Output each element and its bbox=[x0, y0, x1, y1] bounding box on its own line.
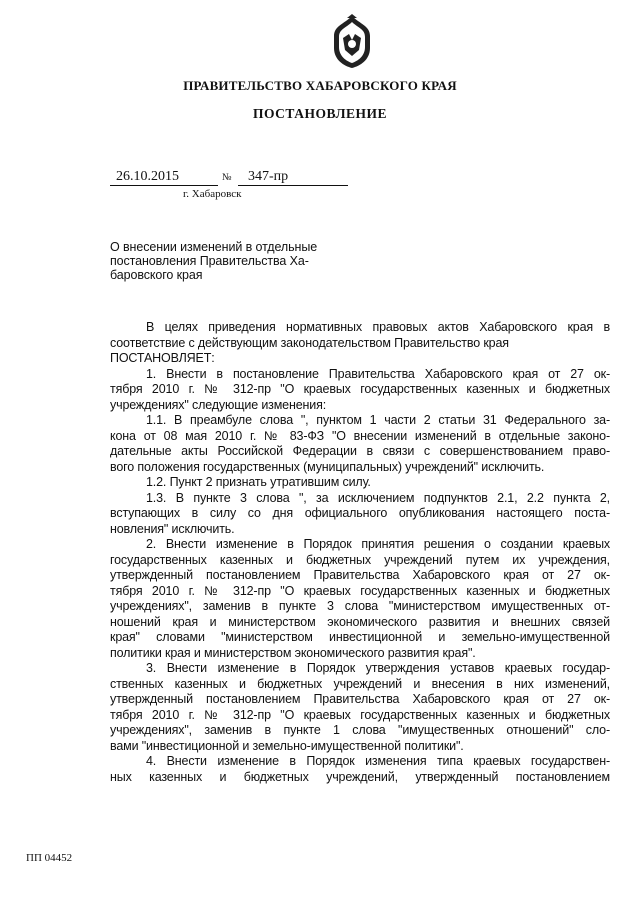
body-line: вого положения государственных (муниципальных) учреждений" исключить. bbox=[110, 459, 545, 474]
body-line: политики края и министерством экономического развития края". bbox=[110, 645, 476, 660]
body-line: 3. Внести изменение в Порядок утверждения уставов краевых государ- bbox=[146, 661, 610, 675]
body-line: учреждениях", заменив в пункте 1 слова "имущественных отношений" сло- bbox=[110, 723, 610, 737]
body-line: края" словами "министерством инвестиционной и земельно-имущественной bbox=[110, 630, 610, 644]
document-code: ПП 04452 bbox=[26, 852, 73, 864]
subject-line: О внесении изменений в отдельные bbox=[110, 240, 318, 254]
document-type: ПОСТАНОВЛЕНИЕ bbox=[252, 106, 388, 121]
body-line: 1. Внести в постановление Правительства Хабаровского края от 27 ок- bbox=[146, 366, 610, 381]
city: г. Хабаровск bbox=[183, 188, 242, 200]
body-line: 2. Внести изменение в Порядок принятия решения о создании краевых bbox=[146, 537, 610, 551]
subject-line: постановления Правительства Ха- bbox=[110, 254, 309, 268]
body-line: государственных казенных и бюджетных учреждений путем их учреждения, bbox=[110, 552, 610, 567]
body-line: вами "инвестиционной и земельно-имущественной политики". bbox=[110, 738, 464, 753]
body-line: тября 2010 г. № 312-пр "О краевых государственных казенных и бюджетных bbox=[110, 707, 610, 722]
body-line: тября 2010 г. № 312-пр "О краевых государственных казенных и бюджетных bbox=[110, 382, 610, 396]
body-line: ношений края и министерством экономического развития и внешних связей bbox=[110, 614, 610, 629]
body-line: утвержденный постановлением Правительства Хабаровского края от 27 ок- bbox=[110, 692, 610, 706]
body-line: 4. Внести изменение в Порядок изменения типа краевых государствен- bbox=[146, 754, 610, 768]
body-line: 1.2. Пункт 2 признать утратившим силу. bbox=[146, 475, 371, 489]
document-number: 347-пр bbox=[238, 168, 348, 186]
organization-title: ПРАВИТЕЛЬСТВО ХАБАРОВСКОГО КРАЯ bbox=[183, 78, 457, 93]
document-date: 26.10.2015 bbox=[110, 168, 218, 186]
body-line: В целях приведения нормативных правовых актов Хабаровского края в bbox=[146, 320, 610, 334]
body-line: соответствие с действующим законодательством Правительство края bbox=[110, 335, 509, 350]
body-line: вступающих в силу со дня официального опубликования настоящего поста- bbox=[110, 506, 610, 520]
body-line: учреждениях" следующие изменения: bbox=[110, 397, 327, 412]
body-line: учреждениях", заменив в пункте 3 слова "министерством имущественных от- bbox=[110, 599, 610, 613]
coat-of-arms-icon bbox=[330, 14, 374, 70]
document-subject bbox=[110, 240, 340, 282]
body-line: дательные акты Российской Федерации в связи с совершенствованием право- bbox=[110, 444, 610, 458]
body-line: ПОСТАНОВЛЯЕТ: bbox=[110, 351, 215, 365]
body-line: ственных казенных и бюджетных учреждений и внесения в них изменений, bbox=[110, 676, 610, 691]
body-line: 1.3. В пункте 3 слова ", за исключением подпунктов 2.1, 2.2 пункта 2, bbox=[146, 490, 610, 505]
body-line: утвержденный постановлением Правительства Хабаровского края от 27 ок- bbox=[110, 568, 610, 582]
body-line: 1.1. В преамбуле слова ", пунктом 1 части 2 статьи 31 Федерального за- bbox=[146, 413, 610, 427]
body-line: кона от 08 мая 2010 г. № 83-ФЗ "О внесении изменений в отдельные законо- bbox=[110, 428, 610, 443]
subject-line: баровского края bbox=[110, 268, 203, 282]
body-line: тября 2010 г. № 312-пр "О краевых государственных казенных и бюджетных bbox=[110, 583, 610, 598]
body-line: ных казенных и бюджетных учреждений, утвержденный постановлением bbox=[110, 769, 610, 784]
number-sign: № bbox=[222, 172, 232, 183]
body-line: новления" исключить. bbox=[110, 521, 235, 536]
document-body bbox=[110, 320, 610, 785]
